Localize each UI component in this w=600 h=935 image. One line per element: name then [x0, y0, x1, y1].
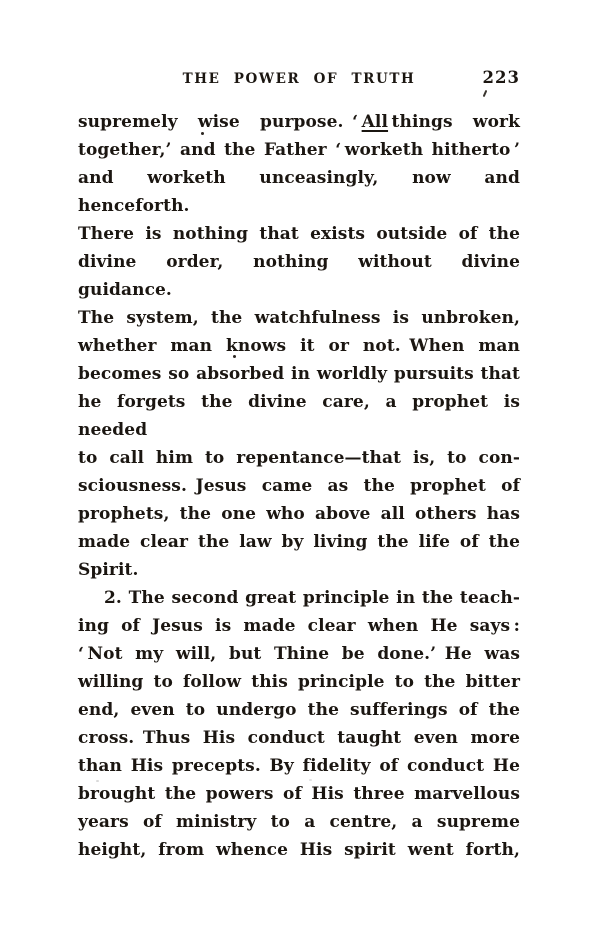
text-segment: things work	[388, 112, 520, 132]
text-line: to call him to repentance—that is, to con-	[78, 448, 520, 468]
text-line: sciousness. Jesus came as the prophet of	[78, 476, 520, 496]
text-line-paragraph-end: Spirit.	[78, 560, 139, 580]
text-line: made clear the law by living the life of the	[78, 532, 520, 552]
text-line: divine order, nothing without divine guidance.	[78, 252, 520, 300]
text-line: ing of Jesus is made clear when He says :	[78, 616, 520, 636]
running-header	[78, 68, 520, 91]
text-line: years of ministry to a centre, a supreme	[78, 812, 520, 832]
text-segment: supremely wise purpose. ‘	[78, 112, 362, 132]
text-line-paragraph-start: 2. The second great principle in the teach-	[104, 588, 520, 608]
text-line: The system, the watchfulness is unbroken,	[78, 308, 520, 328]
text-line	[78, 108, 520, 136]
text-line: he forgets the divine care, a prophet is needed	[78, 392, 520, 440]
text-line: becomes so absorbed in worldly pursuits that	[78, 364, 520, 384]
page-body-text	[78, 108, 520, 864]
underlined-word: All	[361, 112, 389, 132]
text-line: whether man knows it or not. When man	[78, 336, 520, 356]
text-line: willing to follow this principle to the bitter	[78, 672, 520, 692]
text-line: together,’ and the Father ‘ worketh hitherto ’	[78, 140, 520, 160]
page-number: 223	[482, 68, 520, 87]
text-line: prophets, the one who above all others has	[78, 504, 520, 524]
text-line: cross. Thus His conduct taught even more	[78, 728, 520, 748]
text-line: brought the powers of His three marvellous	[78, 784, 520, 804]
text-line: ‘ Not my will, but Thine be done.’ He was	[78, 644, 520, 664]
text-line: height, from whence His spirit went forth,	[78, 840, 520, 860]
chapter-running-title: THE POWER OF TRUTH	[182, 71, 416, 87]
text-line: than His precepts. By fidelity of conduct He	[78, 756, 520, 776]
text-line: and worketh unceasingly, now and henceforth.	[78, 168, 520, 216]
text-line: There is nothing that exists outside of the	[78, 224, 520, 244]
text-line: end, even to undergo the sufferings of the	[78, 700, 520, 720]
